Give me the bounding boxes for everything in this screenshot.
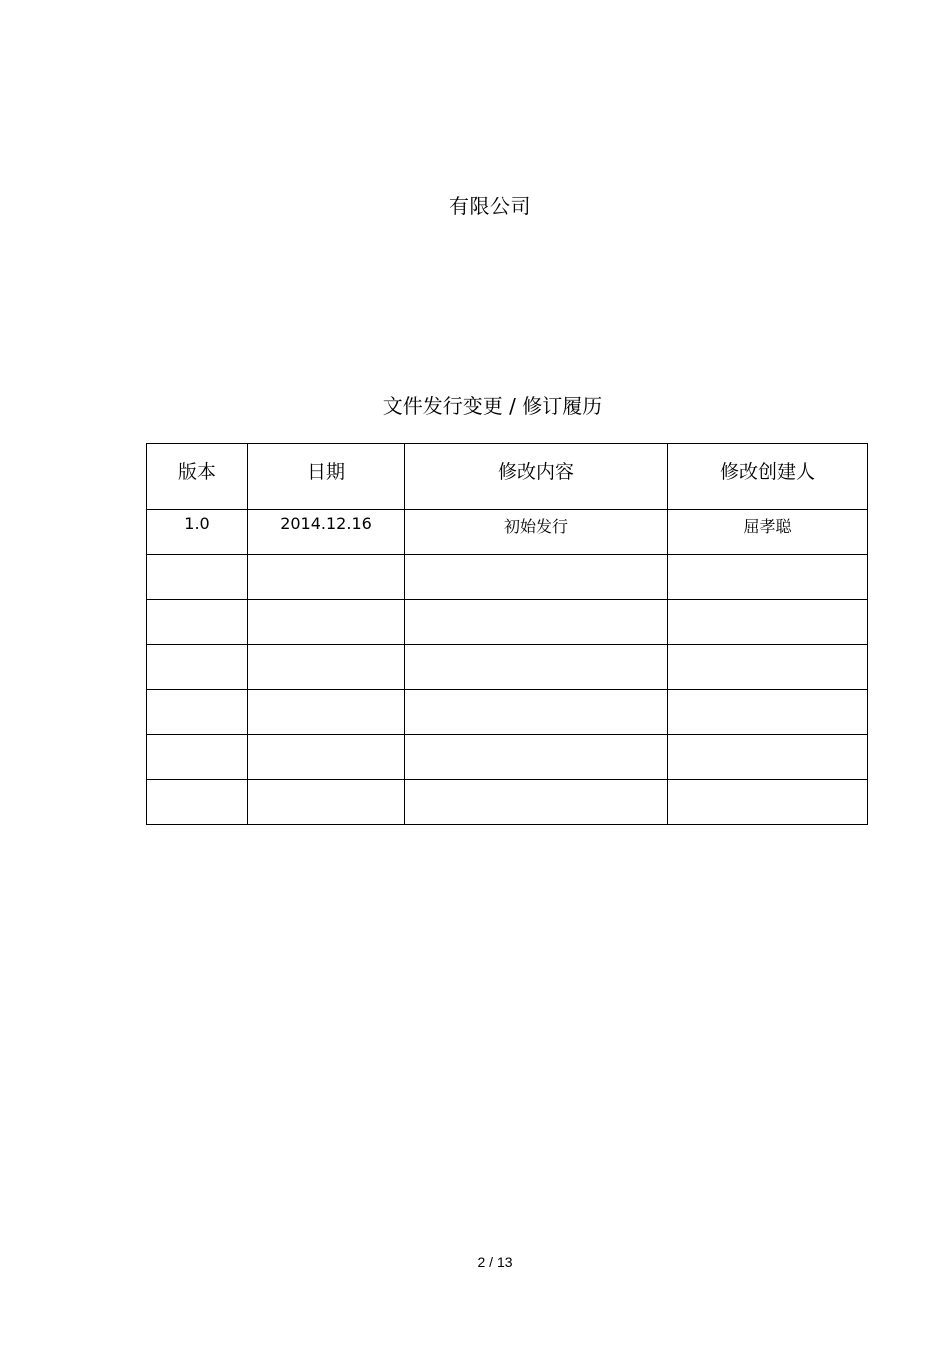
table-row [147,690,868,735]
table-header-row [147,444,868,510]
cell-date [248,645,405,690]
cell-version [147,780,248,825]
cell-date: 2014.12.16 [248,510,405,555]
page-number: 2 / 13 [477,1254,513,1270]
table-row [147,780,868,825]
table-row [147,600,868,645]
document-title: 文件发行变更 / 修订履历 [382,394,603,418]
cell-author: 屈孝聪 [668,510,868,555]
cell-author [668,600,868,645]
revision-history-table [146,443,868,825]
cell-change-content [405,645,668,690]
table-row [147,735,868,780]
cell-version [147,735,248,780]
cell-date [248,780,405,825]
cell-date [248,600,405,645]
cell-change-content [405,780,668,825]
cell-change-content [405,735,668,780]
cell-version [147,690,248,735]
table-row [147,645,868,690]
column-header-version: 版本 [147,444,248,510]
cell-change-content [405,555,668,600]
cell-author [668,645,868,690]
cell-change-content: 初始发行 [405,510,668,555]
cell-date [248,735,405,780]
cell-date [248,690,405,735]
column-header-date: 日期 [248,444,405,510]
cell-version [147,600,248,645]
table-row [147,510,868,555]
cell-change-content [405,600,668,645]
company-name: 有限公司 [449,194,531,218]
table-row [147,555,868,600]
cell-version: 1.0 [147,510,248,555]
cell-author [668,780,868,825]
column-header-change-content: 修改内容 [405,444,668,510]
cell-author [668,735,868,780]
column-header-author: 修改创建人 [668,444,868,510]
cell-date [248,555,405,600]
cell-change-content [405,690,668,735]
cell-author [668,690,868,735]
cell-version [147,645,248,690]
cell-author [668,555,868,600]
cell-version [147,555,248,600]
